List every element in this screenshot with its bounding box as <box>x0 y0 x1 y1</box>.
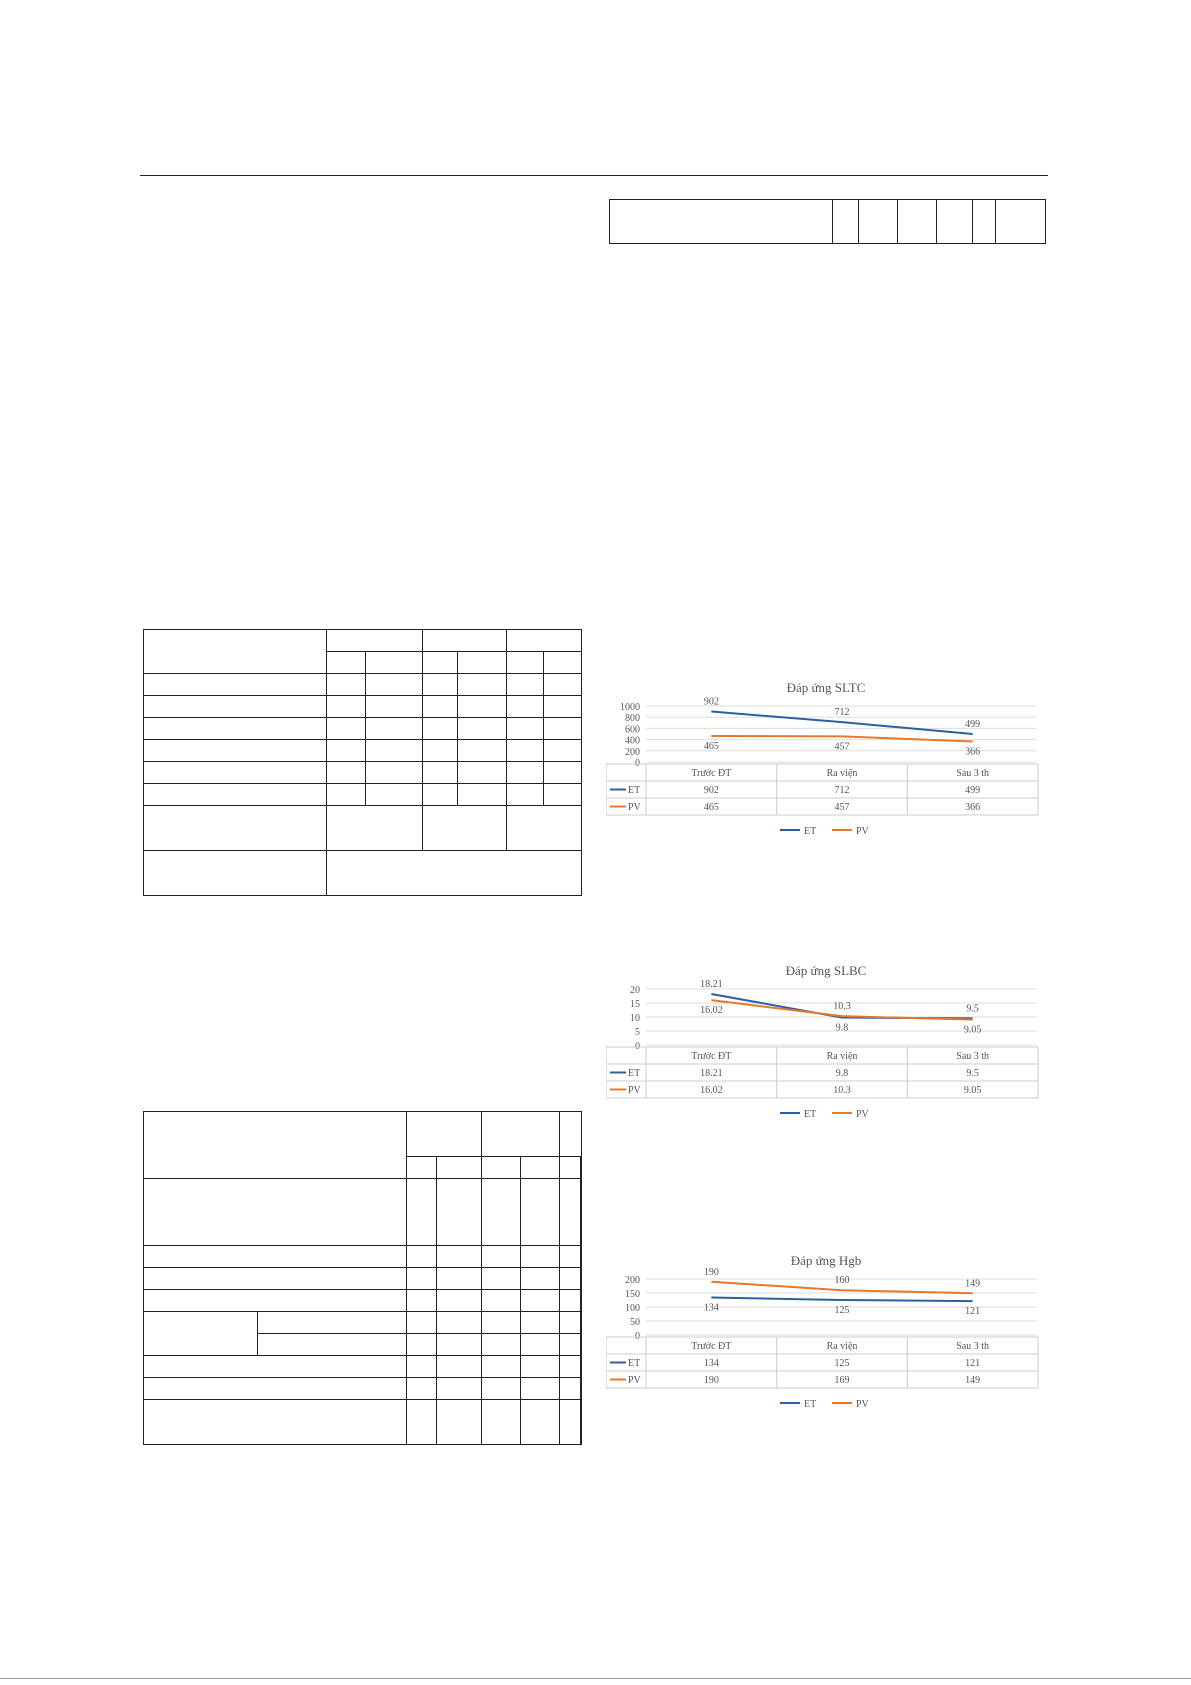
y-tick-label: 0 <box>635 1041 640 1052</box>
x-category-label: Ra viện <box>826 768 858 779</box>
table-value-pv: 149 <box>965 1375 981 1386</box>
table-value-et: 134 <box>703 1358 719 1369</box>
chart-title: Đáp ứng SLTC <box>786 680 866 695</box>
chart-title: Đáp ứng Hgb <box>790 1253 862 1268</box>
table-series-name: ET <box>628 1358 641 1369</box>
table-value-pv: 465 <box>703 802 719 813</box>
data-label-pv: 465 <box>703 740 719 752</box>
data-label-et: 499 <box>965 719 981 731</box>
table-series-name: PV <box>628 802 641 813</box>
table-series-name: ET <box>628 1068 641 1079</box>
table-value-pv: 169 <box>834 1375 850 1386</box>
table-value-pv: 9.05 <box>963 1085 982 1096</box>
header-rule <box>140 175 1048 176</box>
x-category-label: Sau 3 th <box>956 768 990 779</box>
y-tick-label: 20 <box>630 985 640 996</box>
table-value-et: 121 <box>965 1358 981 1369</box>
data-label-pv: 190 <box>703 1266 719 1278</box>
table-row <box>144 851 582 896</box>
table-row <box>144 630 582 652</box>
table-row <box>144 1356 582 1378</box>
footer-rule <box>0 1678 1191 1679</box>
y-tick-label: 600 <box>625 724 640 736</box>
y-tick-label: 200 <box>625 1275 640 1286</box>
table-row <box>144 784 582 806</box>
table-row <box>144 806 582 851</box>
table-series-name: PV <box>628 1085 641 1096</box>
y-tick-label: 0 <box>635 1331 640 1342</box>
y-tick-label: 0 <box>635 758 640 769</box>
table-row <box>144 1179 582 1246</box>
data-label-pv: 10.3 <box>833 1001 851 1013</box>
table-value-pv: 10.3 <box>833 1085 851 1096</box>
legend-label-pv: PV <box>856 826 869 837</box>
data-label-et: 902 <box>703 696 719 708</box>
data-label-et: 712 <box>834 707 850 719</box>
legend-label-et: ET <box>804 1399 817 1410</box>
table-value-et: 9.5 <box>966 1068 979 1079</box>
legend-label-pv: PV <box>856 1399 869 1410</box>
table-series-name: PV <box>628 1375 641 1386</box>
data-label-pv: 16.02 <box>700 1005 723 1017</box>
table-row <box>144 718 582 740</box>
x-category-label: Ra viện <box>826 1341 858 1352</box>
data-label-pv: 160 <box>834 1275 850 1287</box>
y-tick-label: 10 <box>630 1013 640 1024</box>
data-label-pv: 9.05 <box>963 1024 982 1036</box>
table-row <box>610 200 1046 244</box>
chart-slbc-svg <box>606 955 1046 1145</box>
table-value-et: 18.21 <box>700 1068 723 1079</box>
x-category-label: Trước ĐT <box>691 1341 732 1352</box>
table-2 <box>143 1111 582 1445</box>
chart-title: Đáp ứng SLBC <box>785 963 867 978</box>
y-tick-label: 1000 <box>620 702 640 713</box>
y-tick-label: 800 <box>625 713 640 725</box>
data-label-et: 9.8 <box>835 1022 849 1034</box>
y-tick-label: 5 <box>635 1027 640 1038</box>
table-value-pv: 16.02 <box>700 1085 723 1096</box>
chart-hgb-svg <box>606 1245 1046 1435</box>
y-tick-label: 50 <box>630 1317 640 1328</box>
data-label-et: 18.21 <box>700 979 723 991</box>
x-category-label: Ra viện <box>826 1051 858 1062</box>
series-line-et <box>711 1297 972 1301</box>
chart-sltc-svg <box>606 672 1046 862</box>
chart-sltc <box>606 672 1046 862</box>
data-label-pv: 149 <box>965 1278 981 1290</box>
y-tick-label: 100 <box>625 1303 640 1314</box>
table-value-pv: 366 <box>965 802 981 813</box>
data-label-et: 125 <box>834 1305 850 1316</box>
y-tick-label: 15 <box>630 999 640 1010</box>
table-1 <box>143 629 582 896</box>
x-category-label: Sau 3 th <box>956 1341 990 1352</box>
chart-slbc <box>606 955 1046 1145</box>
y-tick-label: 200 <box>625 746 640 758</box>
data-label-et: 121 <box>965 1306 981 1318</box>
table-row <box>144 740 582 762</box>
data-label-et: 134 <box>703 1302 719 1314</box>
table-row <box>144 674 582 696</box>
table-row <box>144 1246 582 1268</box>
table-row <box>144 1290 582 1312</box>
table-value-et: 125 <box>834 1358 850 1369</box>
legend-label-pv: PV <box>856 1109 869 1120</box>
table-value-pv: 190 <box>703 1375 719 1386</box>
table-row <box>144 1378 582 1400</box>
x-category-label: Trước ĐT <box>691 1051 732 1062</box>
table-value-et: 9.8 <box>835 1068 849 1079</box>
table-row <box>144 1268 582 1290</box>
table-value-pv: 457 <box>834 802 850 813</box>
data-label-et: 9.5 <box>966 1003 979 1015</box>
table-value-et: 902 <box>703 785 719 796</box>
table-value-et: 712 <box>834 785 850 796</box>
chart-hgb <box>606 1245 1046 1435</box>
data-label-pv: 366 <box>965 746 981 758</box>
table-row <box>144 1312 582 1334</box>
table-row <box>144 696 582 718</box>
y-tick-label: 150 <box>625 1289 640 1300</box>
legend-label-et: ET <box>804 1109 817 1120</box>
legend-label-et: ET <box>804 826 817 837</box>
table-row <box>144 1112 582 1157</box>
table-top-right <box>609 199 1046 244</box>
data-label-pv: 457 <box>834 741 850 753</box>
y-tick-label: 400 <box>625 735 640 747</box>
x-category-label: Sau 3 th <box>956 1051 990 1062</box>
table-value-et: 499 <box>965 785 981 796</box>
table-row <box>144 1400 582 1445</box>
table-series-name: ET <box>628 785 641 796</box>
table-row <box>144 762 582 784</box>
x-category-label: Trước ĐT <box>691 768 732 779</box>
